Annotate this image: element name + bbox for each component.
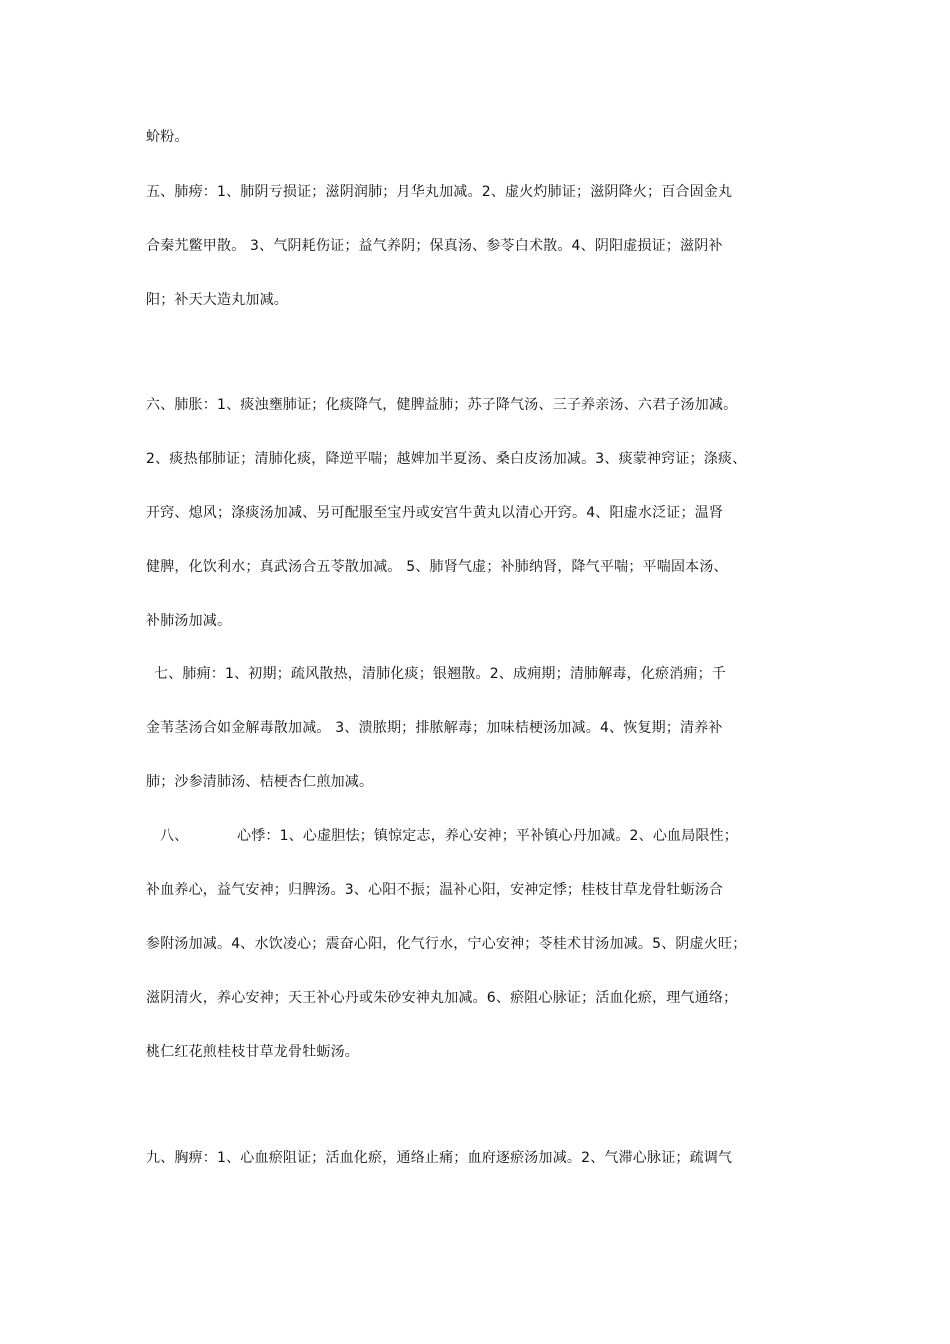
- text-line: 2、痰热郁肺证；清肺化痰，降逆平喘；越婢加半夏汤、桑白皮汤加减。3、痰蒙神窍证；涤痰、: [146, 451, 747, 467]
- text-line: 开窍、熄风；涤痰汤加减、另可配服至宝丹或安宫牛黄丸以清心开窍。4、阳虚水泛证；温肾: [146, 505, 724, 521]
- text-line: 七、肺痈：1、初期；疏风散热，清肺化痰；银翘散。2、成痈期；清肺解毒，化瘀消痈；千: [154, 666, 727, 682]
- text-line: 补血养心，益气安神；归脾汤。3、心阳不振；温补心阳，安神定悸；桂枝甘草龙骨牡蛎汤合: [146, 882, 724, 898]
- text-line: 健脾，化饮利水；真武汤合五苓散加减。 5、肺肾气虚；补肺纳肾，降气平喘；平喘固本汤、: [146, 559, 728, 575]
- text-line: 桃仁红花煎桂枝甘草龙骨牡蛎汤。: [146, 1044, 359, 1060]
- text-line: 九、胸痹：1、心血瘀阻证；活血化瘀，通络止痛；血府逐瘀汤加减。2、气滞心脉证；疏调气: [146, 1150, 733, 1166]
- text-line: 补肺汤加减。: [146, 613, 232, 629]
- text-line: 心悸：1、心虚胆怯；镇惊定志，养心安神；平补镇心丹加减。2、心血局限性；: [237, 828, 739, 844]
- text-line: 合秦艽鳖甲散。 3、气阴耗伤证；益气养阴；保真汤、参苓白术散。4、阴阳虚损证；滋阴补: [146, 238, 723, 254]
- section-number: 八、: [160, 828, 189, 844]
- text-line: 六、肺胀：1、痰浊壅肺证；化痰降气，健脾益肺；苏子降气汤、三子养亲汤、六君子汤加减。: [146, 397, 738, 413]
- text-line: 肺；沙参清肺汤、桔梗杏仁煎加减。: [146, 774, 374, 790]
- text-line: 五、肺痨：1、肺阴亏损证；滋阴润肺；月华丸加减。2、虚火灼肺证；滋阴降火；百合固金丸: [146, 184, 733, 200]
- text-line: 参附汤加减。4、水饮凌心；震奋心阳，化气行水，宁心安神；苓桂术甘汤加减。5、阴虚火旺；: [146, 936, 747, 952]
- text-line: 阳；补天大造丸加减。: [146, 292, 288, 308]
- text-line: 金苇茎汤合如金解毒散加减。 3、溃脓期；排脓解毒；加味桔梗汤加减。4、恢复期；清养补: [146, 720, 723, 736]
- text-line: 蚧粉。: [146, 129, 189, 145]
- text-line: 滋阴清火，养心安神；天王补心丹或朱砂安神丸加减。6、瘀阻心脉证；活血化瘀，理气通络；: [146, 990, 738, 1006]
